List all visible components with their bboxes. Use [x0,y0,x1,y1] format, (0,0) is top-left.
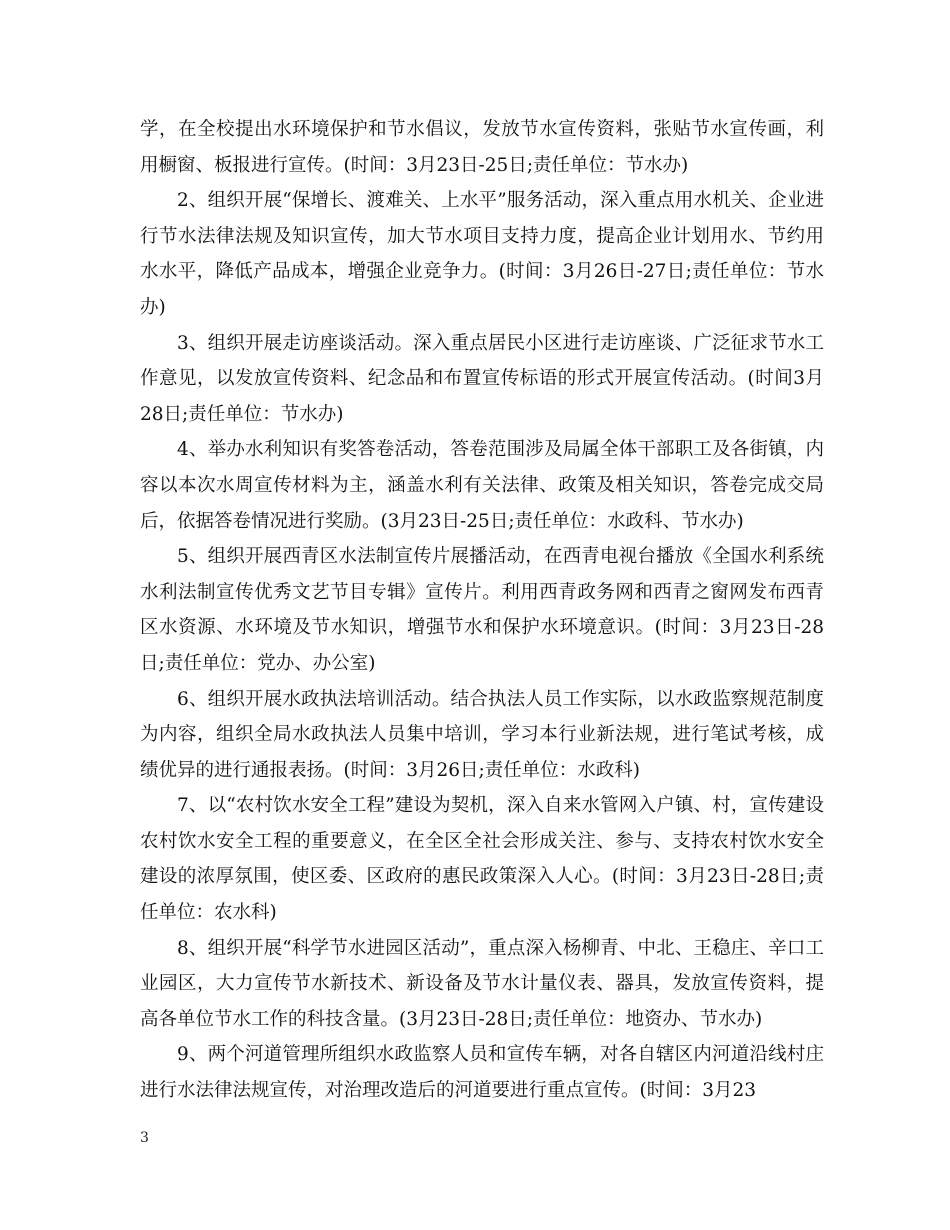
paragraph-item-2: 2、组织开展“保增长、渡难关、上水平”服务活动，深入重点用水机关、企业进行节水法律法规及知识宣传，加大节水项目支持力度，提高企业计划用水、节约用水水平，降低产品成本，增强企业竞争力。(时间：3月26日-27日;责任单位：节水办) [140,190,824,318]
paragraph-item-4: 4、举办水利知识有奖答卷活动，答卷范围涉及局属全体干部职工及各街镇，内容以本次水周宣传材料为主，涵盖水利有关法律、政策及相关知识，答卷完成交局后，依据答卷情况进行奖励。(3月23日-25日;责任单位：水政科、节水办) [140,439,824,532]
paragraph-item-3: 3、组织开展走访座谈活动。深入重点居民小区进行走访座谈、广泛征求节水工作意见，以发放宣传资料、纪念品和布置宣传标语的形式开展宣传活动。(时间3月28日;责任单位：节水办) [140,332,824,425]
paragraph-item-7: 7、以“农村饮水安全工程”建设为契机，深入自来水管网入户镇、村，宣传建设农村饮水安全工程的重要意义，在全区全社会形成关注、参与、支持农村饮水安全建设的浓厚氛围，使区委、区政府的惠民政策深入人心。(时间：3月23日-28日;责任单位：农水科) [140,795,824,924]
paragraph-item-9: 9、两个河道管理所组织水政监察人员和宣传车辆，对各自辖区内河道沿线村庄进行水法律法规宣传，对治理改造后的河道要进行重点宣传。(时间：3月23 [140,1044,824,1102]
paragraph-continuation: 学，在全校提出水环境保护和节水倡议，发放节水宣传资料，张贴节水宣传画，利用橱窗、板报进行宣传。(时间：3月23日-25日;责任单位：节水办) [140,119,824,176]
document-body [140,112,824,1109]
paragraph-item-8: 8、组织开展“科学节水进园区活动”，重点深入杨柳青、中北、王稳庄、辛口工业园区，大力宣传节水新技术、新设备及节水计量仪表、器具，发放宣传资料，提高各单位节水工作的科技含量。(3月23日-28日;责任单位：地资办、节水办) [140,937,824,1030]
paragraph-item-6: 6、组织开展水政执法培训活动。结合执法人员工作实际，以水政监察规范制度为内容，组织全局水政执法人员集中培训，学习本行业新法规，进行笔试考核，成绩优异的进行通报表扬。(时间：3月26日;责任单位：水政科) [140,688,824,781]
page-number: 3 [140,1130,149,1146]
paragraph-item-5: 5、组织开展西青区水法制宣传片展播活动，在西青电视台播放《全国水利系统水利法制宣传优秀文艺节目专辑》宣传片。利用西青政务网和西青之窗网发布西青区水资源、水环境及节水知识，增强节水和保护水环境意识。(时间：3月23日-28日;责任单位：党办、办公室) [140,546,824,674]
